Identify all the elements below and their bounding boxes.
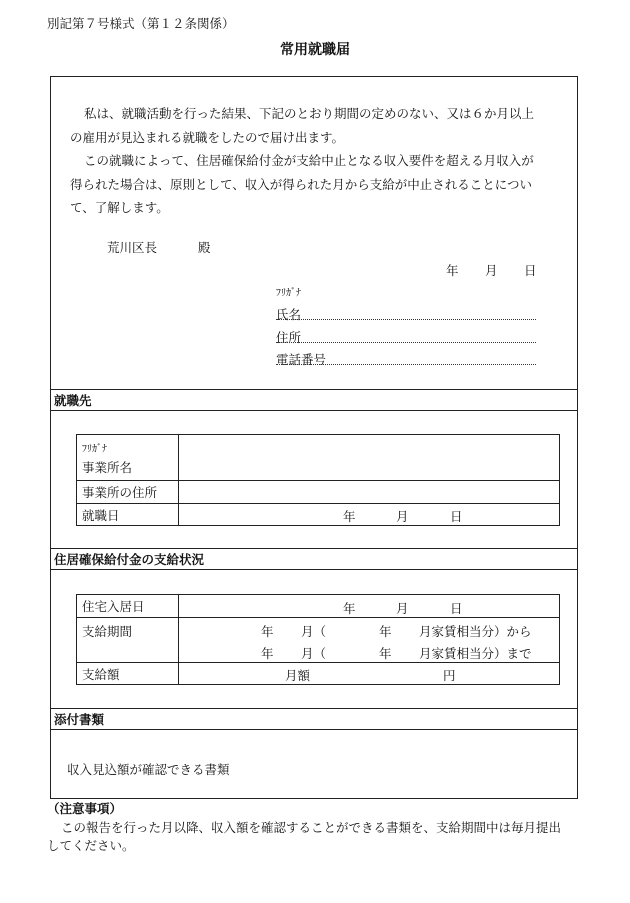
applicant-address-field[interactable] bbox=[276, 326, 536, 343]
benefit-table bbox=[76, 594, 560, 685]
payment-period-label: 支給期間 bbox=[77, 618, 179, 663]
form-number: 別記第７号様式（第１２条関係） bbox=[47, 16, 235, 31]
period-from-rent: 月家賃相当分）から bbox=[419, 624, 532, 639]
notes-heading: （注意事項） bbox=[47, 801, 123, 816]
para2-line3: て、了解します。 bbox=[70, 200, 169, 215]
start-date-label: 就職日 bbox=[77, 504, 179, 526]
honorific: 殿 bbox=[198, 240, 211, 255]
declaration-text bbox=[70, 102, 560, 220]
date-month: 月 bbox=[485, 263, 498, 278]
date-year: 年 bbox=[446, 263, 459, 278]
office-address-field[interactable] bbox=[179, 481, 560, 504]
date-day: 日 bbox=[524, 263, 537, 278]
attachment-item: 収入見込額が確認できる書類 bbox=[67, 762, 230, 777]
employment-table bbox=[76, 434, 560, 526]
addressee: 荒川区長 bbox=[107, 240, 158, 255]
employment-section-label: 就職先 bbox=[50, 389, 578, 411]
para2-line2: 得られた場合は、原則として、収入が得られた月から支給が中止されることについ bbox=[70, 176, 533, 192]
move-in-date-label: 住宅入居日 bbox=[77, 595, 179, 618]
para1-line1: 私は、就職活動を行った結果、下記のとおり期間の定めのない、又は６か月以上 bbox=[84, 106, 535, 121]
move-in-year: 年 bbox=[343, 601, 356, 616]
start-date-field[interactable] bbox=[179, 504, 560, 526]
period-to-year: 年 bbox=[261, 646, 274, 661]
para1-line2: の雇用が見込まれる就職をしたので届け出ます。 bbox=[70, 129, 345, 145]
move-in-day: 日 bbox=[450, 601, 463, 616]
para2-line1: この就職によって、住居確保給付金が支給中止となる収入要件を超える月収入が bbox=[84, 153, 534, 168]
period-to-month: 月（ bbox=[301, 646, 327, 661]
office-name-label: 事業所名 bbox=[82, 459, 133, 475]
start-date-year: 年 bbox=[343, 509, 356, 524]
move-in-date-field[interactable] bbox=[179, 595, 560, 618]
applicant-furigana-label: ﾌﾘｶﾞﾅ bbox=[276, 288, 301, 299]
page-title: 常用就職届 bbox=[280, 42, 350, 58]
period-from-month: 月（ bbox=[301, 624, 327, 639]
notes-line1: この報告を行った月以降、収入額を確認することができる書類を、支給期間中は毎月提出 bbox=[61, 820, 562, 835]
notes-line2: してください。 bbox=[47, 838, 135, 853]
payment-period-field[interactable] bbox=[179, 618, 560, 663]
period-from-rent-year: 年 bbox=[379, 624, 392, 639]
applicant-name-label: 氏名 bbox=[276, 307, 302, 322]
payment-amount-field[interactable] bbox=[179, 663, 560, 685]
attachments-section-label: 添付書類 bbox=[50, 708, 578, 730]
yen-label: 円 bbox=[443, 668, 456, 683]
move-in-month: 月 bbox=[396, 601, 409, 616]
applicant-phone-field[interactable] bbox=[276, 348, 536, 365]
period-to-rent-year: 年 bbox=[379, 646, 392, 661]
period-to-rent: 月家賃相当分）まで bbox=[419, 646, 532, 661]
office-name-label-cell bbox=[77, 435, 179, 481]
benefit-section-label: 住居確保給付金の支給状況 bbox=[50, 548, 578, 570]
applicant-address-label: 住所 bbox=[276, 330, 302, 345]
start-date-day: 日 bbox=[450, 509, 463, 524]
office-address-label: 事業所の住所 bbox=[77, 481, 179, 504]
period-from-year: 年 bbox=[261, 624, 274, 639]
office-furigana-label: ﾌﾘｶﾞﾅ bbox=[82, 443, 107, 455]
applicant-phone-label: 電話番号 bbox=[276, 352, 327, 367]
monthly-label: 月額 bbox=[285, 668, 311, 683]
office-name-field[interactable] bbox=[179, 435, 560, 481]
applicant-name-field[interactable] bbox=[276, 303, 536, 320]
payment-amount-label: 支給額 bbox=[77, 663, 179, 685]
start-date-month: 月 bbox=[396, 509, 409, 524]
